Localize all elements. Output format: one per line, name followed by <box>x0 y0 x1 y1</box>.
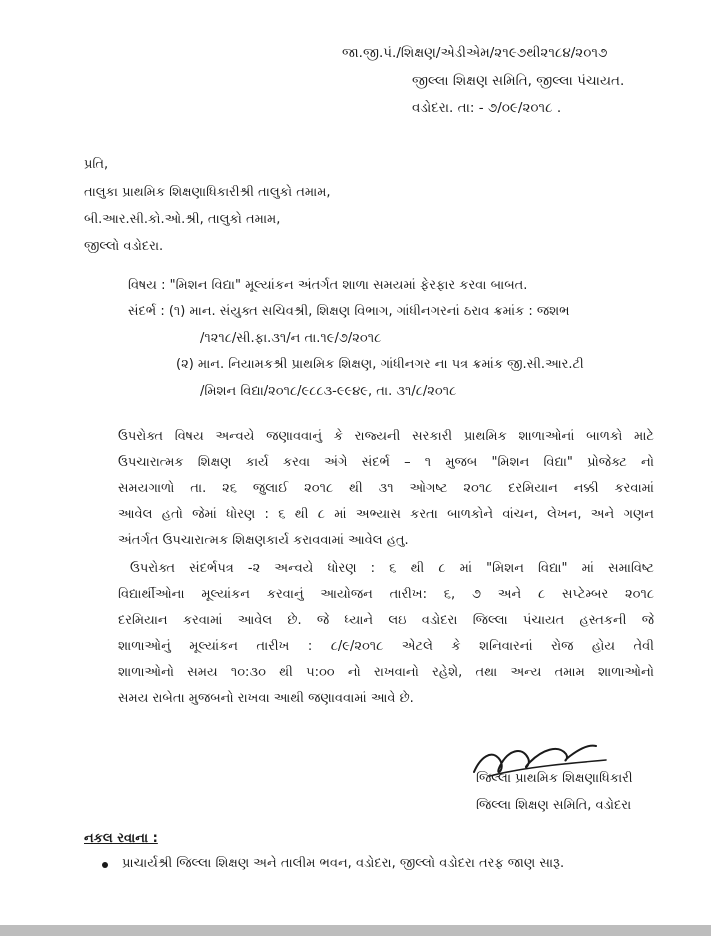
body-paragraph-2 <box>118 556 654 712</box>
salutation: પ્રતિ, <box>84 157 109 172</box>
paragraph-line: વિદ્યાર્થીઓના મૂલ્યાંકન કરવાનું આયોજન તારીખ: ૬, ૭ અને ૮ સપ્ટેમ્બર ૨૦૧૮ <box>118 587 654 602</box>
paragraph-line: શાળાઓનું મૂલ્યાંકન તારીખ : ૮/૯/૨૦૧૮ એટલે કે શનિવારનાં રોજ હોય તેવી <box>118 639 654 654</box>
paragraph-line: શાળાઓનો સમય ૧૦:૩૦ થી ૫:૦૦ નો રાખવાનો રહેશે, તથા અન્ય તમામ શાળાઓનો <box>118 665 654 680</box>
reference-number: જા.જી.પં./શિક્ષણ/એડીએમ/૨૧૯૭થી૨૧૮૪/૨૦૧૭ <box>342 45 608 61</box>
paragraph-line: અંતર્ગત ઉપચારાત્મક શિક્ષણકાર્ય કરાવવામાં આવેલ હતુ. <box>118 533 409 548</box>
recipient-line: જીલ્લો વડોદરા. <box>84 239 164 254</box>
recipient-line: તાલુકા પ્રાથમિક શિક્ષણાધિકારીશ્રી તાલુકો તમામ, <box>84 185 331 200</box>
paragraph-line: ઉપરોક્ત વિષય અન્વયે જણાવવાનું કે રાજ્યની સરકારી પ્રાથમિક શાળાઓનાં બાળકો માટે <box>118 429 654 444</box>
paragraph-line: ઉપરોક્ત સંદર્ભપત્ર -૨ અન્વયે ધોરણ : ૬ થી ૮ માં "મિશન વિદ્યા" માં સમાવિષ્ટ <box>130 561 654 576</box>
signatory-office: જિલ્લા શિક્ષણ સમિતિ, વડોદરા <box>476 798 632 813</box>
body-paragraph-1 <box>118 424 654 554</box>
recipient-line: બી.આર.સી.કો.ઓ.શ્રી, તાલુકો તમામ, <box>84 212 281 227</box>
paragraph-line: દરમિયાન કરવામાં આવેલ છે. જે ધ્યાને લઇ વડોદરા જિલ્લા પંચાયત હસ્તકની જે <box>118 613 654 628</box>
copy-recipient: પ્રાચાર્યશ્રી જિલ્લા શિક્ષણ અને તાલીમ ભવન, વડોદરા, જીલ્લો વડોદરા તરફ જાણ સારૂ. <box>122 856 565 871</box>
bullet-icon <box>102 862 108 868</box>
paragraph-line: ઉપચારાત્મક શિક્ષણ કાર્ય કરવા અંગે સંદર્ભ – ૧ મુજબ "મિશન વિદ્યા" પ્રોજેક્ટ નો <box>118 455 654 470</box>
signatory-designation: જિલ્લા પ્રાથમિક શિક્ષણાધિકારી <box>476 771 633 786</box>
reference-1: સંદર્ભ : (૧) માન. સંયુક્ત સચિવશ્રી, શિક્ષણ વિભાગ, ગાંધીનગરનાં ઠરાવ ક્રમાંક : જશભ <box>128 304 570 319</box>
reference-2: (૨) માન. નિયામકશ્રી પ્રાથમિક શિક્ષણ, ગાંધીનગર ના પત્ર ક્રમાંક જી.સી.આર.ટી <box>176 357 584 372</box>
scan-edge <box>0 925 711 936</box>
reference-1-continued: /૧૨૧૮/સી.ફા.૩૧/ન તા.૧૯/૭/૨૦૧૮ <box>200 331 382 346</box>
paragraph-line: સમય રાબેતા મુજબનો રાખવા આથી જણાવવામાં આવે છે. <box>118 691 414 706</box>
paragraph-line: આવેલ હતો જેમાં ધોરણ : ૬ થી ૮ માં અભ્યાસ કરતા બાળકોને વાંચન, લેખન, અને ગણન <box>118 507 654 522</box>
subject-line: વિષય : "મિશન વિદ્યા" મૂલ્યાંકન અંતર્ગત શાળા સમયમાં ફેરફાર કરવા બાબત. <box>128 278 528 293</box>
issuing-office: જીલ્લા શિક્ષણ સમિતિ, જીલ્લા પંચાયત. <box>412 73 625 89</box>
paragraph-line: સમયગાળો તા. ૨૬ જુલાઈ ૨૦૧૮ થી ૩૧ ઓગષ્ટ ૨૦૧૮ દરમિયાન નક્કી કરવામાં <box>118 481 654 496</box>
place-and-date: વડોદરા. તા: - ૭/૦૯/૨૦૧૮ . <box>412 100 562 116</box>
copy-heading: નકલ રવાના : <box>84 831 158 846</box>
reference-2-continued: /મિશન વિદ્યા/૨૦૧૮/૯૮૮૩-૯૯૪૯, તા. ૩૧/૮/૨૦૧૮ <box>200 384 457 399</box>
